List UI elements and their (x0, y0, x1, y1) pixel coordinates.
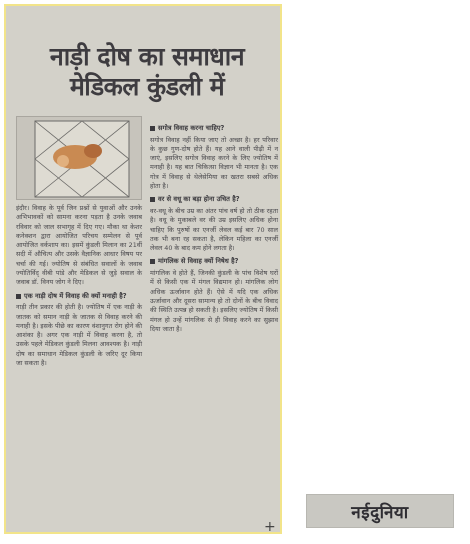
newspaper-clipping (4, 4, 282, 534)
subheading-age-gap: वर से वधू का बड़ा होना उचित है? (150, 195, 278, 204)
subheading-manglik: मांगलिक से विवाह क्यों निषेध है? (150, 257, 278, 266)
masthead-label: नईदुनिया (351, 502, 409, 523)
answer-sagotra: सगोत्र विवाह नहीं किया जाए तो अच्छा है। हर परिवार के कुछ गुण-दोष होते हैं। यह आने वाली पीढ़ी में न जाएं, इसलिए सगोत्र विवाह करने के लिए ज्योतिष में मनाही है। यह बात चिकित्सा विज्ञान भी मानता है। एक गोत्र में विवाह से थेलेसेमिया का खतरा सबसे अधिक होता है। (150, 135, 278, 191)
subheading-nadi-dosh: एक नाड़ी दोष में विवाह की क्यों मनाही है? (16, 292, 142, 301)
answer-nadi-dosh: नाड़ी तीन प्रकार की होती है। ज्योतिष में एक नाड़ी के जातक को समान नाड़ी के जातक से विवाह करने की मनाही है। इसके पीछे का कारण वंशानुगत रोग होने की आशंका है। अगर एक नाड़ी में विवाह करना है, तो उसके पहले मेडिकल कुंडली मिलना आवश्यक है। नाड़ी दोष का समाधान मेडिकल कुंडली के जरिए दूर किया जा सकता है। (16, 303, 142, 368)
newspaper-masthead-logo (306, 494, 454, 528)
right-column (150, 120, 278, 337)
horoscope-chart-image (16, 116, 142, 200)
headline-line-2: मेडिकल कुंडली में (69, 72, 225, 101)
horoscope-chart-drawing (17, 117, 143, 201)
answer-age-gap: वर-वधू के बीच उम्र का अंतर पांच वर्ष हो तो ठीक रहता है। वधू के मुकाबले वर की उम्र इसलिए अधिक होना चाहिए कि पुरुषों का एनर्जी लेवल कई बार 70 साल तक भी बना रह सकता है, लेकिन महिला का एनर्जी लेवल 40 के बाद कम होने लगता है। (150, 206, 278, 253)
headline (16, 42, 278, 102)
headline-line-1: नाड़ी दोष का समाधान (49, 42, 245, 71)
subheading-sagotra: सगोत्र विवाह करना चाहिए? (150, 124, 278, 133)
crop-mark-icon: + (264, 519, 276, 534)
left-column (16, 116, 142, 371)
intro-paragraph: इंदौर। विवाह के पूर्व जिन प्रश्नों से युवाओं और उनके अभिभावकों को सामना करना पड़ता है उनके जवाब रविवार को जाल सभागृह में दिए गए। मौका था केशर कनेक्शन द्वारा आयोजित परिचय सम्मेलन से पूर्व आयोजित वर्कशाप का। इसमें कुंडली मिलान का 21वीं सदी में औचित्य और उसके वैज्ञानिक आधार विषय पर चर्चा की गई। ज्योतिष से संबंधित सवालों के जवाब ज्योतिर्विद् वीबी पांडे और मेडिकल से जुड़े सवाल के जवाब डॉ. विनय जोग ने दिए। (16, 204, 142, 287)
answer-manglik: मांगलिक वे होते हैं, जिनकी कुंडली के पांच विशेष घरों में से किसी एक में मंगल विद्यमान हो। मांगलिक लोग अधिक ऊर्जावान होते हैं। ऐसे में यदि एक अधिक ऊर्जावान और दूसरा सामान्य हो तो दोनों के बीच विवाद की स्थिति उत्पन्न हो सकती है। इसलिए ज्योतिष में किसी मंगल हो उन्हें मांगलिक से ही विवाह करने का सुझाव दिया जाता है। (150, 269, 278, 333)
